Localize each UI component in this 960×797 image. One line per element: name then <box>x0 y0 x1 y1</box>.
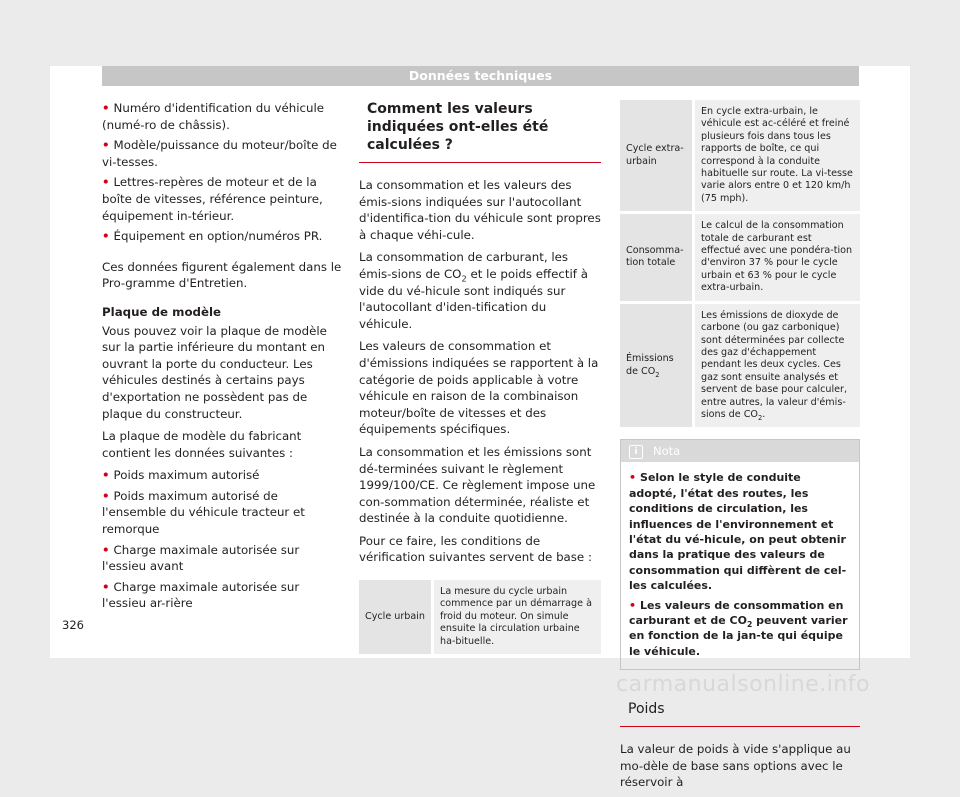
table-row <box>620 100 860 213</box>
table-row <box>620 213 860 302</box>
conditions-table <box>359 580 601 654</box>
page-number: 326 <box>62 618 84 632</box>
list-item: • Charge maximale autorisée sur l'essieu ar-rière <box>102 579 300 611</box>
list-item: • Les valeurs de consommation en carburant et de $CO_2$ peuvent varier en fonction de la jan-te qui équipe le véhicule. <box>629 598 848 658</box>
table-key: Émissions de $CO_2$ <box>620 302 694 427</box>
table-key: Consomma-tion totale <box>620 213 694 302</box>
paragraph: Vous pouvez voir la plaque de modèle sur la partie inférieure du montant en ouvrant la porte du conducteur. Les véhicules destinés à certains pays d'exportation ne possèdent pas de plaque du constructeur. <box>102 323 327 421</box>
table-row <box>359 580 601 654</box>
bullet-icon: • <box>629 471 637 485</box>
table-value: La mesure du cycle urbain commence par un démarrage à froid du moteur. On simule ensuite la circulation urbaine ha-bituelle. <box>433 580 602 654</box>
bullet-icon: • <box>102 138 110 153</box>
nota-box <box>620 439 860 670</box>
bullet-icon: • <box>102 175 110 190</box>
paragraph: Ces données figurent également dans le Pro-gramme d'Entretien. <box>102 259 342 291</box>
table-row <box>620 302 860 427</box>
paragraph: La valeur de poids à vide s'applique au mo-dèle de base sans options avec le réservoir à <box>620 742 851 790</box>
list-item: • Modèle/puissance du moteur/boîte de vi-tesses. <box>102 138 337 169</box>
paragraph: La consommation et les émissions sont dé-terminées suivant le règlement 1999/100/CE. Ce règlement impose une con-sommation déterminée, réaliste et destinée à la conduite quotidienne. <box>359 444 596 526</box>
list-item: • Poids maximum autorisé de l'ensemble du véhicule tracteur et remorque <box>102 488 305 537</box>
list-item: • Charge maximale autorisée sur l'essieu avant <box>102 542 300 574</box>
bullet-icon: • <box>102 229 110 244</box>
list-item: • Équipement en option/numéros PR. <box>102 229 323 244</box>
bullet-icon: • <box>102 579 110 594</box>
table-key: Cycle urbain <box>359 580 433 654</box>
table-value: En cycle extra-urbain, le véhicule est ac-céléré et freiné plusieurs fois dans tous les rapports de boîte, ce qui correspond à la conduite habituelle sur route. La vi-tesse varie alors entre 0 et 120 km/h (75 mph). <box>694 100 861 213</box>
table-key: Cycle extra-urbain <box>620 100 694 213</box>
paragraph: La consommation de carburant, les émis-sions de $CO_2$ et le poids effectif à vide du vé-hicule sont indiqués sur l'autocollant d'iden-tification du véhicule. <box>359 250 588 331</box>
subheading: Plaque de modèle <box>102 304 222 319</box>
list-item: • Selon le style de conduite adopté, l'état des routes, les conditions de circulation, les influences de l'environnement et l'état du vé-hicule, on peut obtenir dans la pratique des valeurs de consommation qui diffèrent de cel-les calculées. <box>629 471 847 593</box>
table-value: Le calcul de la consommation totale de carburant est effectué avec une pondéra-tion d'environ 37 % pour le cycle urbain et 63 % pour le cycle extra-urbain. <box>694 213 861 302</box>
page-header: Données techniques <box>102 66 859 86</box>
conditions-table-continued <box>620 100 860 427</box>
paragraph: La plaque de modèle du fabricant contient les données suivantes : <box>102 429 302 460</box>
nota-body <box>621 462 859 669</box>
paragraph: Les valeurs de consommation et d'émissions indiquées se rapportent à la catégorie de poids applicable à votre véhicule en raison de la combinaison moteur/boîte de vitesses et des équipements spécifiques. <box>359 339 599 437</box>
list-item: • Poids maximum autorisé <box>102 468 260 483</box>
bullet-icon: • <box>102 468 110 483</box>
list-item: • Lettres-repères de moteur et de la boîte de vitesses, référence peinture, équipement in-térieur. <box>102 175 323 223</box>
paragraph: Pour ce faire, les conditions de vérification suivantes servent de base : <box>359 533 592 565</box>
table-value: Les émissions de dioxyde de carbone (ou gaz carbonique) sont déterminées par collecte des gaz d'échappement pendant les deux cycles. Ces gaz sont ensuite analysés et servent de base pour calculer, entre autres, la valeur d'émis-sions de $CO_2$. <box>694 302 861 427</box>
watermark: carmanualsonline.info <box>616 672 870 697</box>
section-title: Comment les valeurs indiquées ont-elles été calculées ? <box>359 100 601 163</box>
bullet-icon: • <box>629 598 637 612</box>
column-1 <box>102 100 342 616</box>
info-icon: i <box>629 445 643 459</box>
bullet-icon: • <box>102 488 110 503</box>
paragraph: La consommation et les valeurs des émis-sions indiquées sur l'autocollant d'identifica-tion du véhicule sont propres à chaque véhi-cule. <box>359 178 601 242</box>
section-title: Poids <box>620 700 860 727</box>
column-2 <box>359 100 601 654</box>
list-item: • Numéro d'identification du véhicule (numé-ro de châssis). <box>102 101 324 132</box>
bullet-icon: • <box>102 542 110 557</box>
bullet-icon: • <box>102 101 110 115</box>
nota-header: i Nota <box>621 440 859 462</box>
